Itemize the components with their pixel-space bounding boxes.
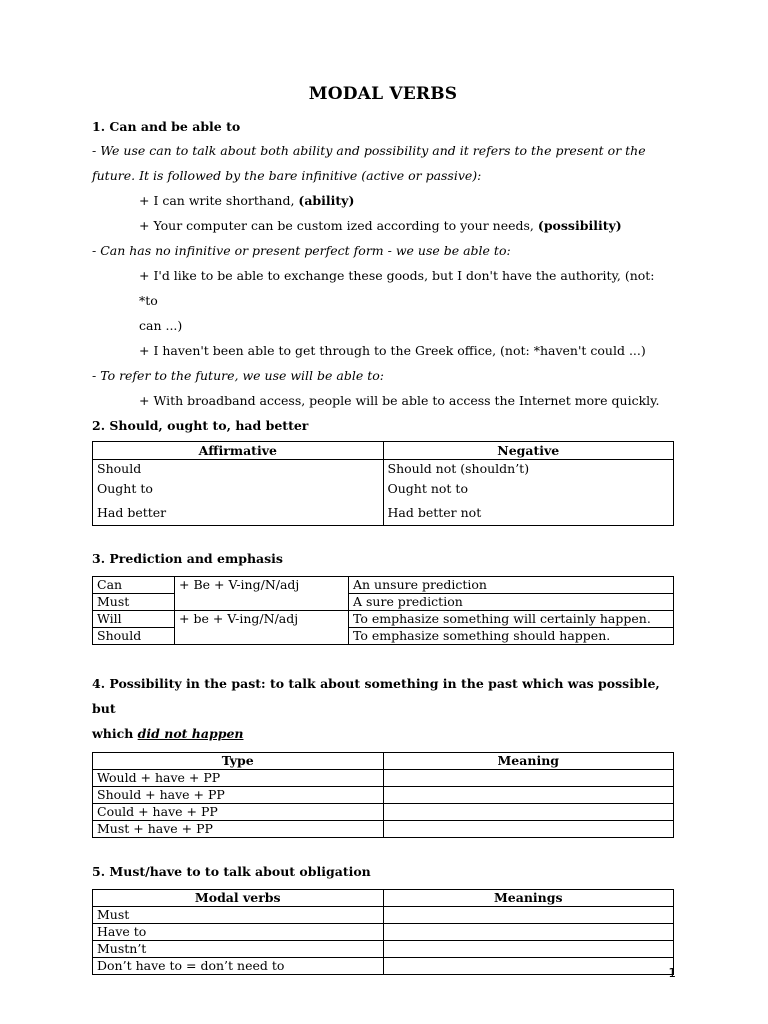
example-exchange-goods (92, 263, 674, 338)
table-cell: Have to (93, 924, 384, 941)
page-number: 1 (668, 966, 676, 980)
table-cell: To emphasize something should happen. (349, 628, 674, 645)
table-row (93, 924, 674, 941)
table-cell: Must (93, 907, 384, 924)
table-cell: Mustn’t (93, 941, 384, 958)
table-row (93, 821, 674, 838)
header-meaning: Meaning (383, 753, 674, 770)
table-cell (175, 628, 349, 645)
table-row (93, 611, 674, 628)
table-cell (383, 941, 674, 958)
section-4-heading-line-2 (92, 721, 674, 746)
table-row (93, 460, 674, 478)
table-cell: Could + have + PP (93, 804, 384, 821)
table-header-row (93, 442, 674, 460)
table-header-row (93, 890, 674, 907)
table-row (93, 594, 674, 611)
section-1-intro-line-1: - We use can to talk about both ability and possibility and it refers to the present or the (92, 143, 646, 158)
table-row (93, 770, 674, 787)
header-modal-verbs: Modal verbs (93, 890, 384, 907)
section-4-heading-emphasis: did not happen (137, 726, 244, 741)
possibility-past-table (92, 752, 674, 838)
table-cell: Had better not (383, 501, 674, 526)
table-header-row (93, 753, 674, 770)
example-ability-tag: (ability) (298, 193, 355, 208)
table-cell: Must (93, 594, 175, 611)
example-ability-text: + I can write shorthand, (139, 193, 295, 208)
table-cell: Should (93, 628, 175, 645)
example-ability (92, 188, 674, 213)
example-possibility-tag: (possibility) (537, 218, 622, 233)
table-cell: Don’t have to = don’t need to (93, 958, 384, 975)
prediction-table (92, 576, 674, 645)
header-type: Type (93, 753, 384, 770)
section-4-heading-which: which (92, 726, 134, 741)
table-row (93, 787, 674, 804)
table-row (93, 577, 674, 594)
table-row (93, 477, 674, 501)
section-1-note-be-able-to: - Can has no infinitive or present perfect form - we use be able to: (92, 243, 511, 258)
table-cell: An unsure prediction (349, 577, 674, 594)
table-row (93, 958, 674, 975)
table-cell: + be + V-ing/N/adj (175, 611, 349, 628)
section-2-heading: 2. Should, ought to, had better (92, 418, 309, 433)
header-affirmative: Affirmative (93, 442, 384, 460)
example-broadband: + With broadband access, people will be able to access the Internet more quickly. (139, 393, 660, 408)
table-cell: Will (93, 611, 175, 628)
table-cell (383, 924, 674, 941)
table-cell: Ought to (93, 477, 384, 501)
table-cell (383, 787, 674, 804)
table-cell: Should + have + PP (93, 787, 384, 804)
table-cell (383, 804, 674, 821)
example-exchange-goods-line-1: + I'd like to be able to exchange these goods, but I don't have the authority, (not: *to (139, 268, 655, 308)
table-cell: Must + have + PP (93, 821, 384, 838)
table-cell: To emphasize something will certainly happen. (349, 611, 674, 628)
table-cell: Ought not to (383, 477, 674, 501)
table-cell: + Be + V-ing/N/adj (175, 577, 349, 594)
header-negative: Negative (383, 442, 674, 460)
section-1-note-future: - To refer to the future, we use will be able to: (92, 368, 384, 383)
table-row (93, 941, 674, 958)
should-table (92, 441, 674, 526)
table-cell: A sure prediction (349, 594, 674, 611)
section-3-heading: 3. Prediction and emphasis (92, 551, 283, 566)
table-cell: Had better (93, 501, 384, 526)
table-cell (383, 958, 674, 975)
section-1-intro-line-2: future. It is followed by the bare infinitive (active or passive): (92, 168, 482, 183)
page-title: MODAL VERBS (308, 84, 458, 104)
section-5-heading: 5. Must/have to to talk about obligation (92, 864, 371, 879)
table-cell (175, 594, 349, 611)
example-exchange-goods-line-2: can ...) (139, 318, 183, 333)
table-row (93, 628, 674, 645)
table-cell: Should (93, 460, 384, 478)
table-cell: Would + have + PP (93, 770, 384, 787)
table-cell: Should not (shouldn’t) (383, 460, 674, 478)
table-row (93, 804, 674, 821)
table-cell (383, 770, 674, 787)
table-row (93, 501, 674, 526)
table-row (93, 907, 674, 924)
header-meanings: Meanings (383, 890, 674, 907)
obligation-table (92, 889, 674, 975)
example-possibility (92, 213, 674, 238)
section-1-heading: 1. Can and be able to (92, 119, 241, 134)
document-page (92, 84, 674, 975)
example-greek-office: + I haven't been able to get through to the Greek office, (not: *haven't could ...) (139, 343, 646, 358)
section-4-heading-line-1: 4. Possibility in the past: to talk about something in the past which was possible, but (92, 676, 660, 716)
table-cell (383, 821, 674, 838)
table-cell: Can (93, 577, 175, 594)
example-possibility-text: + Your computer can be custom ized according to your needs, (139, 218, 534, 233)
table-cell (383, 907, 674, 924)
